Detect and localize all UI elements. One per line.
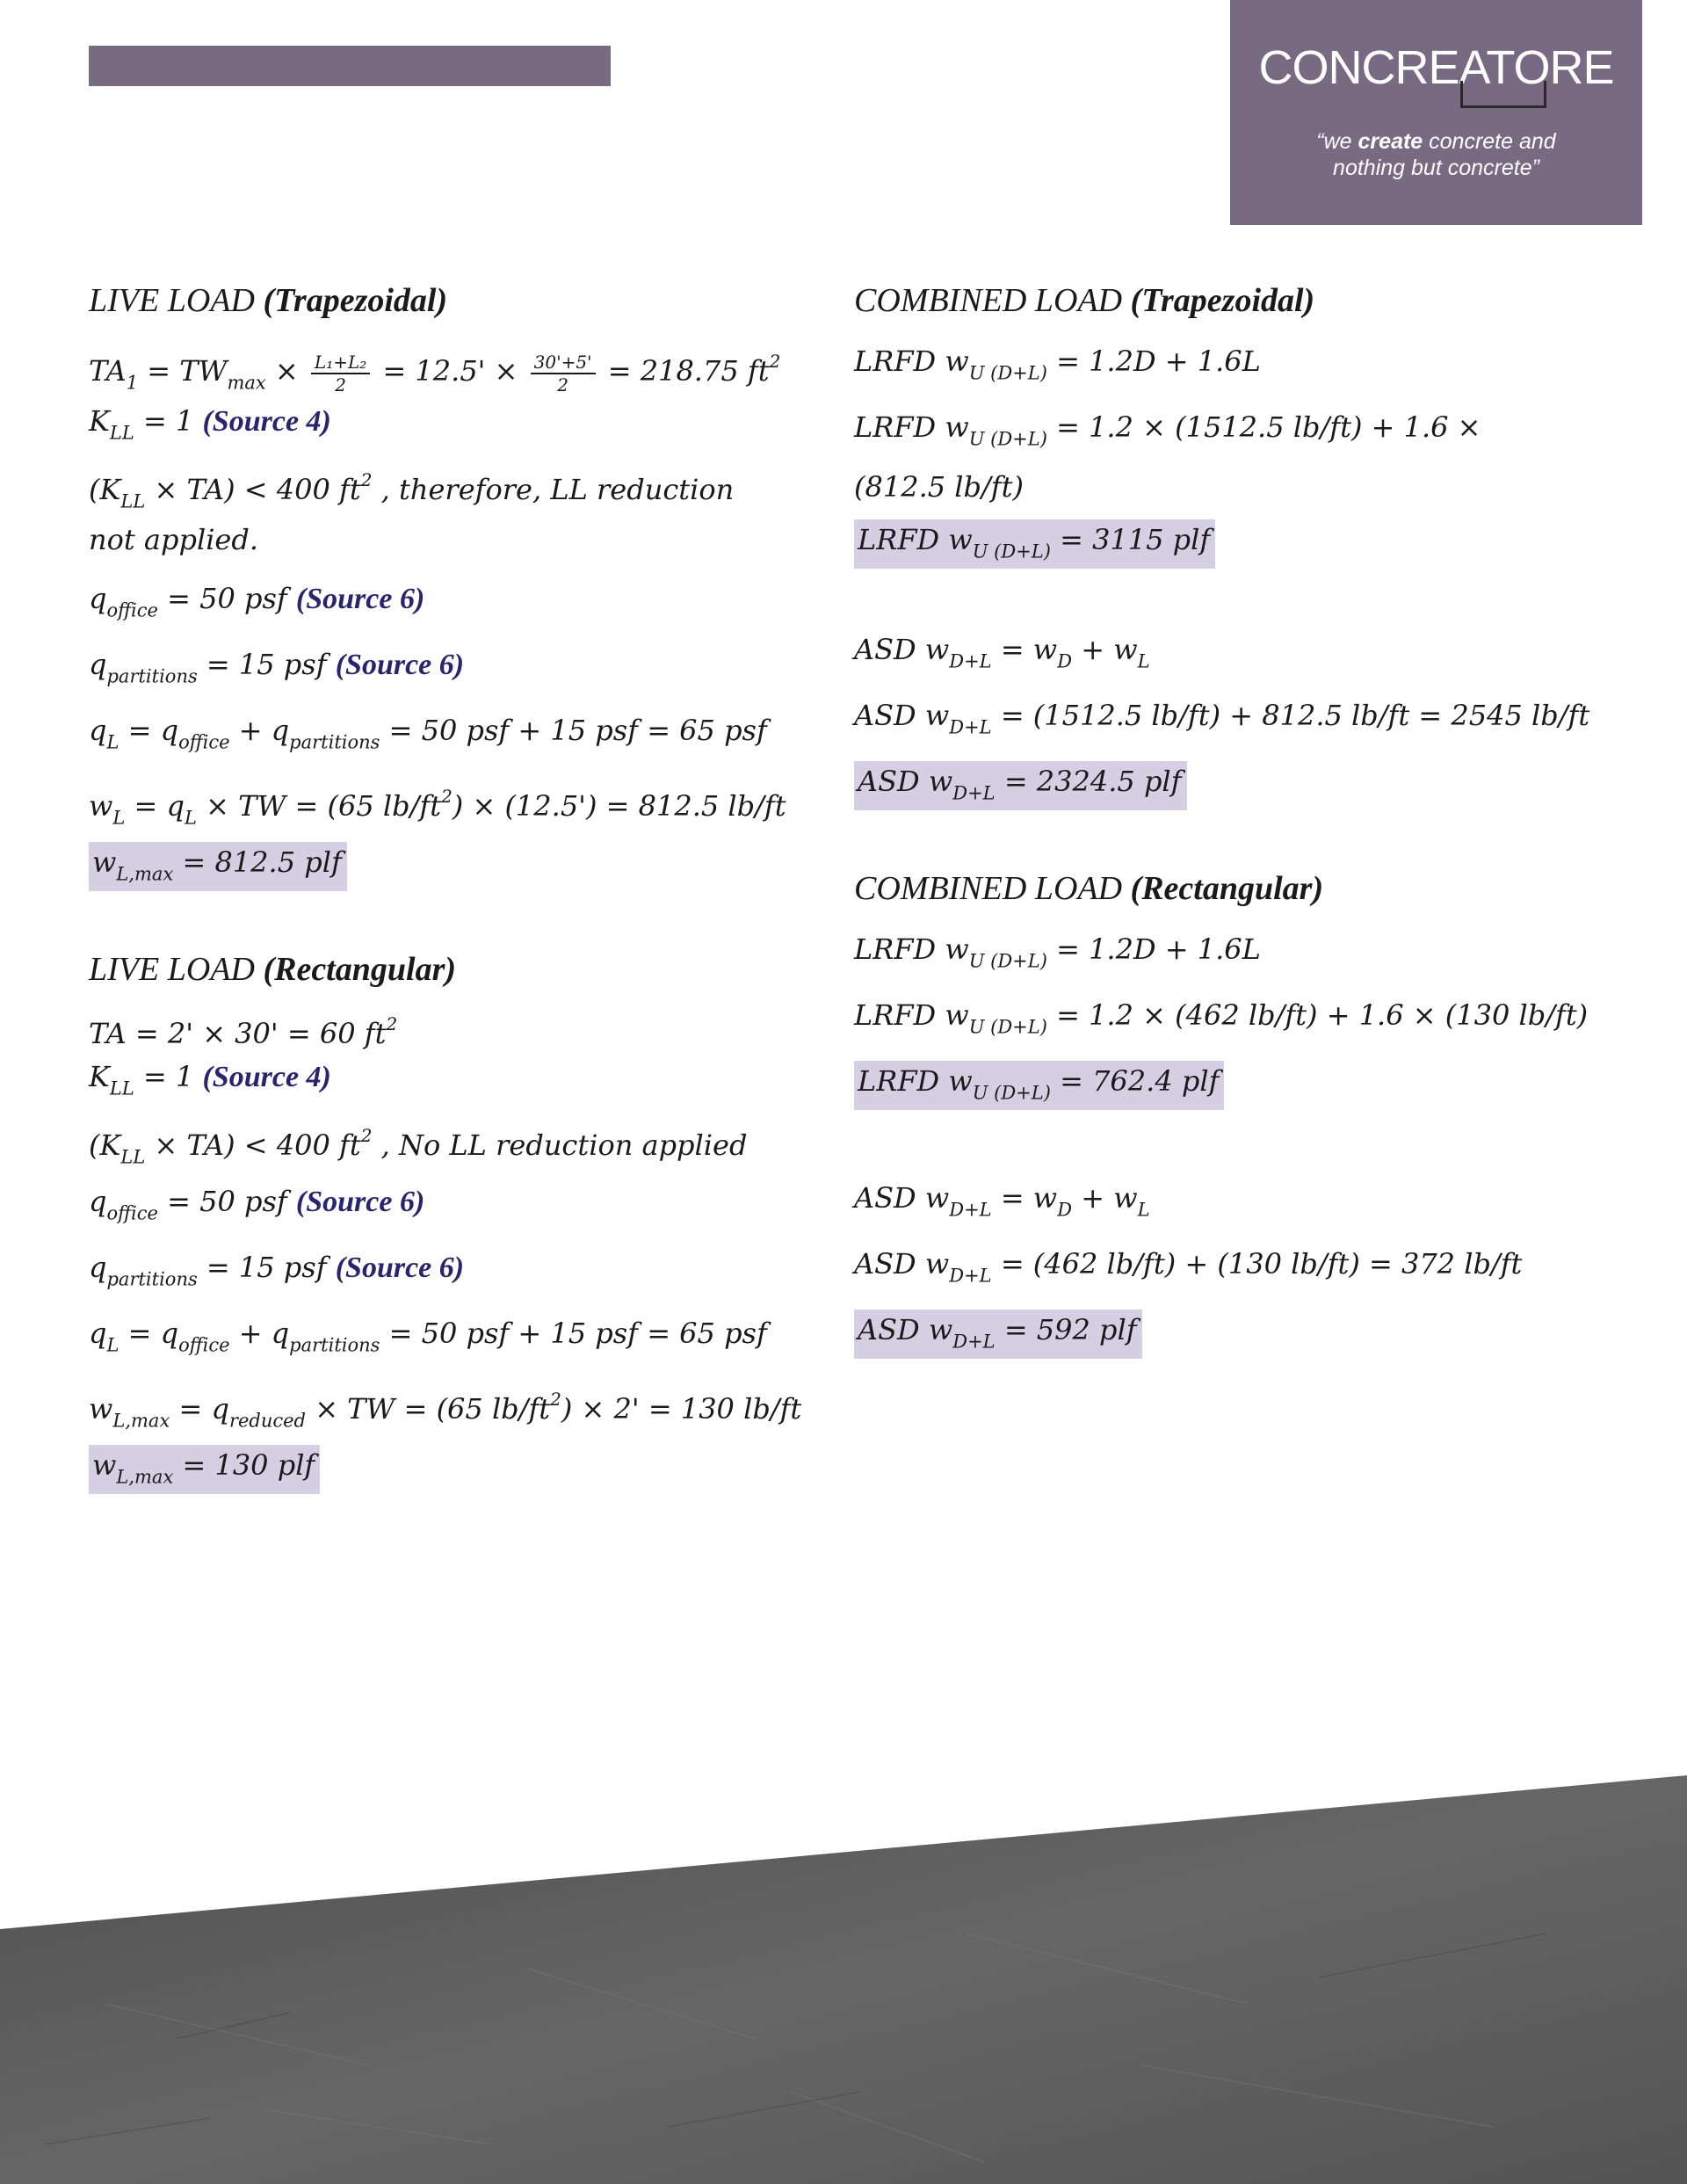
w-live-equation: $w_L = q_L$ × TW = (65 $lb/ft^2) \times (12.5') = 812.5$ lb/ft xyxy=(89,786,786,829)
q-partitions-equation: $q_{partitions} = 15$ psf (Source 6) xyxy=(89,1251,465,1290)
reduction-check-cont: not applied. xyxy=(89,523,259,556)
source-reference: (Source 4) xyxy=(202,1061,331,1093)
lrfd-result xyxy=(854,513,1645,566)
kll-equation: $K_{LL} = 1$ (Source 4) xyxy=(89,404,331,444)
source-reference: (Source 4) xyxy=(202,405,331,438)
section-heading: COMBINED LOAD (Trapezoidal) xyxy=(854,282,1315,319)
asd-substitution: ASD $w_{D+L} = (1512.5$ lb/ft) + 812.5 lb/ft = 2545 lb/ft xyxy=(854,699,1590,738)
tributary-area-equation: TA = 2' × 30' = 60 $ft^2$ xyxy=(89,1013,398,1050)
w-live-max-result xyxy=(89,830,844,896)
reduction-check: $(K_{LL} \times TA) < 400$ $ft^2$ , therefore, LL reduction xyxy=(89,469,735,512)
highlighted-result: ASD $w_{D+L} = 592$ plf xyxy=(854,1310,1142,1359)
concrete-texture-footer xyxy=(0,1775,1687,2184)
highlighted-result: LRFD $w_{U (D+L)} = 762.4$ plf xyxy=(854,1061,1224,1110)
lrfd-substitution-cont: (812.5 lb/ft) xyxy=(854,470,1024,504)
kll-equation: $K_{LL} = 1$ (Source 4) xyxy=(89,1060,331,1099)
concreatore-logo xyxy=(1230,0,1642,225)
w-live-max-result xyxy=(89,1433,844,1498)
logo-tagline: “we create concrete and nothing but concrete” xyxy=(1316,129,1556,180)
left-column xyxy=(89,272,844,1544)
q-office-equation: $q_{office} = 50$ psf (Source 6) xyxy=(89,1185,425,1224)
lrfd-substitution: LRFD $w_{U (D+L)} = 1.2 \times (1512.5$ lb/ft) + 1.6 × xyxy=(854,410,1481,450)
right-column xyxy=(854,272,1645,1409)
highlighted-result: $w_{L,max} = 130$ plf xyxy=(89,1445,320,1494)
q-partitions-equation: $q_{partitions} = 15$ psf (Source 6) xyxy=(89,648,465,687)
highlighted-result: ASD $w_{D+L} = 2324.5$ plf xyxy=(854,761,1187,810)
highlighted-result: $w_{L,max} = 812.5$ plf xyxy=(89,842,347,891)
q-live-equation: $q_L = q_{office} + q_{partitions} = 50$ psf + 15 psf = 65 psf xyxy=(89,1317,767,1356)
section-heading: LIVE LOAD (Rectangular) xyxy=(89,951,457,988)
live-load-rectangular-section xyxy=(89,941,844,1498)
highlighted-result: LRFD $w_{U (D+L)} = 3115$ plf xyxy=(854,519,1215,569)
lrfd-result xyxy=(854,1048,1645,1114)
combined-load-rectangular-section xyxy=(854,860,1645,1363)
reduction-check: $(K_{LL} \times TA) < 400$ $ft^2$ , No LL reduction applied xyxy=(89,1125,748,1168)
source-reference: (Source 6) xyxy=(295,1186,425,1218)
fraction: $\frac{\text{L₁+L₂}}{2}$ xyxy=(311,352,370,395)
q-office-equation: $q_{office} = 50$ psf (Source 6) xyxy=(89,582,425,621)
asd-formula: ASD $w_{D+L} = w_D + w_L$ xyxy=(854,633,1150,672)
q-live-equation: $q_L = q_{office} + q_{partitions} = 50$ psf + 15 psf = 65 psf xyxy=(89,714,767,753)
asd-formula: ASD $w_{D+L} = w_D + w_L$ xyxy=(854,1181,1150,1221)
asd-result xyxy=(854,1297,1645,1363)
logo-bracket-mark xyxy=(1460,81,1546,108)
asd-result xyxy=(854,749,1645,815)
fraction: $\frac{30'+5'}{2}$ xyxy=(531,352,596,395)
section-heading: COMBINED LOAD (Rectangular) xyxy=(854,870,1324,907)
source-reference: (Source 6) xyxy=(335,649,465,681)
lrfd-formula: LRFD $w_{U (D+L)} = 1.2D + 1.6L$ xyxy=(854,345,1261,384)
live-load-trapezoidal-section xyxy=(89,272,844,896)
lrfd-substitution: LRFD $w_{U (D+L)} = 1.2 \times (462$ lb/ft) + 1.6 × (130 lb/ft) xyxy=(854,998,1589,1038)
header-bar xyxy=(89,46,611,86)
tributary-area-equation: $TA_1 = TW_{max}$ × $\frac{\text{L₁+L₂}}{2}$ = 12.5' × $\frac{30'+5'}{2}$ = 218.75 $ft^2$ xyxy=(89,351,781,395)
combined-load-trapezoidal-section xyxy=(854,272,1645,815)
asd-substitution: ASD $w_{D+L} = (462$ lb/ft) + (130 lb/ft) = 372 lb/ft xyxy=(854,1247,1523,1287)
logo-wordmark: CONCREATORE xyxy=(1258,41,1614,94)
source-reference: (Source 6) xyxy=(295,583,425,615)
section-heading: LIVE LOAD (Trapezoidal) xyxy=(89,282,448,319)
source-reference: (Source 6) xyxy=(335,1252,465,1284)
w-live-equation: $w_{L,max} = q_{reduced}$ × TW = (65 $lb/ft^2) \times 2' = 130$ lb/ft xyxy=(89,1389,802,1432)
lrfd-formula: LRFD $w_{U (D+L)} = 1.2D + 1.6L$ xyxy=(854,932,1261,972)
